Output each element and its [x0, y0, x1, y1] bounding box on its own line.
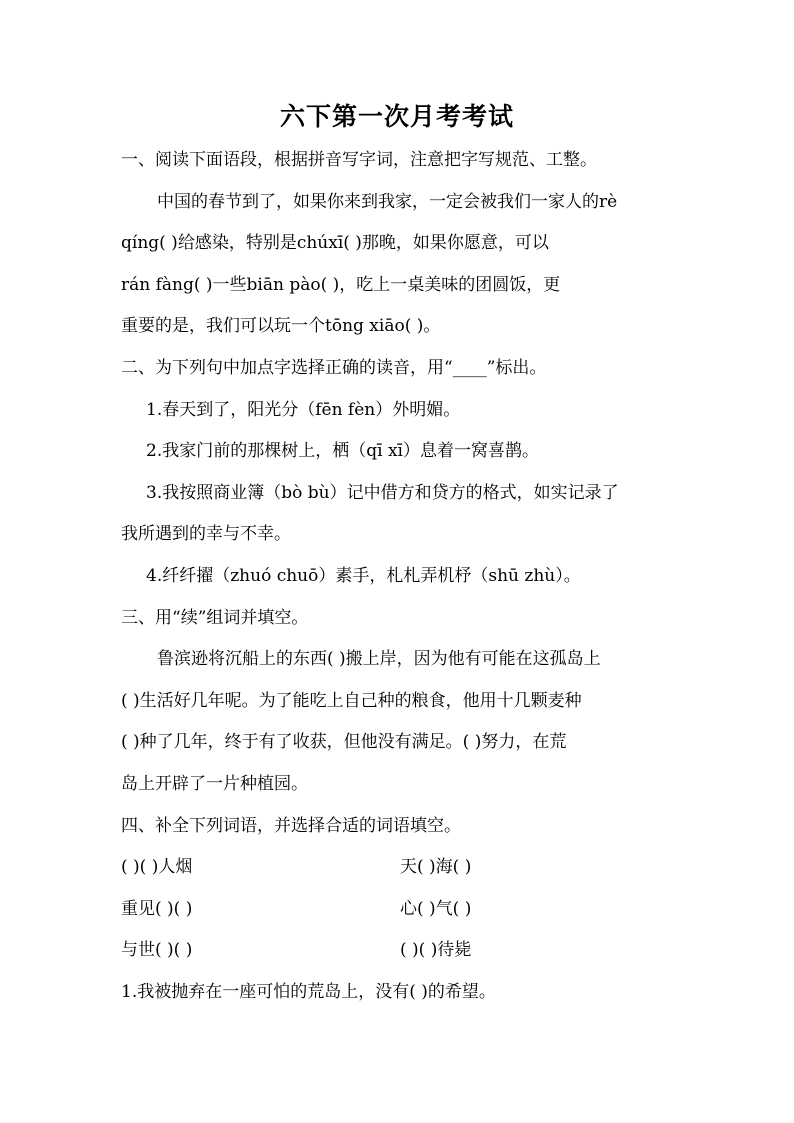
section-3-line: ( )种了几年，终于有了收获，但他没有满足。( )努力，在荒: [121, 732, 567, 752]
section-1-line: rán fàng( )一些biān pào( )，吃上一桌美味的团圆饭，更: [121, 275, 561, 295]
page-title: 六下第一次月考考试: [279, 102, 514, 131]
section-3-line: 鲁滨逊将沉船上的东西( )搬上岸，因为他有可能在这孤岛上: [157, 649, 601, 669]
section-4-question: 1.我被抛弃在一座可怕的荒岛上，没有( )的希望。: [121, 982, 496, 1002]
section-1-line: 中国的春节到了，如果你来到我家，一定会被我们一家人的rè: [157, 192, 618, 212]
section-2-item: 2.我家门前的那棵树上，栖（qī xī）息着一窝喜鹊。: [146, 441, 539, 461]
section-1-line: qíng( )给感染，特别是chúxī( )那晚，如果你愿意，可以: [121, 233, 549, 253]
section-2-heading: 二、为下列句中加点字选择正确的读音，用“____”标出。: [121, 358, 547, 378]
section-1-heading: 一、阅读下面语段，根据拼音写字词，注意把字写规范、工整。: [121, 150, 597, 170]
word-blank-left: ( )( )人烟: [121, 857, 193, 877]
section-3-line: ( )生活好几年呢。为了能吃上自己种的粮食，他用十几颗麦种: [121, 691, 582, 711]
word-blank-right: 天( )海( ): [400, 857, 472, 877]
word-blank-left: 与世( )( ): [121, 940, 193, 960]
section-2-item: 3.我按照商业簿（bò bù）记中借方和贷方的格式，如实记录了: [146, 483, 619, 503]
section-2-item: 我所遇到的幸与不幸。: [121, 524, 291, 544]
word-blank-left: 重见( )( ): [121, 899, 193, 919]
section-4-heading: 四、补全下列词语，并选择合适的词语填空。: [121, 816, 461, 836]
section-2-item: 4.纤纤擢（zhuó chuō）素手，札札弄机杼（shū zhù）。: [146, 566, 581, 586]
word-blank-right: 心( )气( ): [400, 899, 472, 919]
section-3-heading: 三、用“续”组词并填空。: [121, 608, 309, 628]
section-1-line: 重要的是，我们可以玩一个tōng xiāo( )。: [121, 316, 441, 336]
section-3-line: 岛上开辟了一片种植园。: [121, 774, 308, 794]
section-2-item: 1.春天到了，阳光分（fēn fèn）外明媚。: [146, 400, 461, 420]
word-blank-right: ( )( )待毙: [400, 940, 472, 960]
